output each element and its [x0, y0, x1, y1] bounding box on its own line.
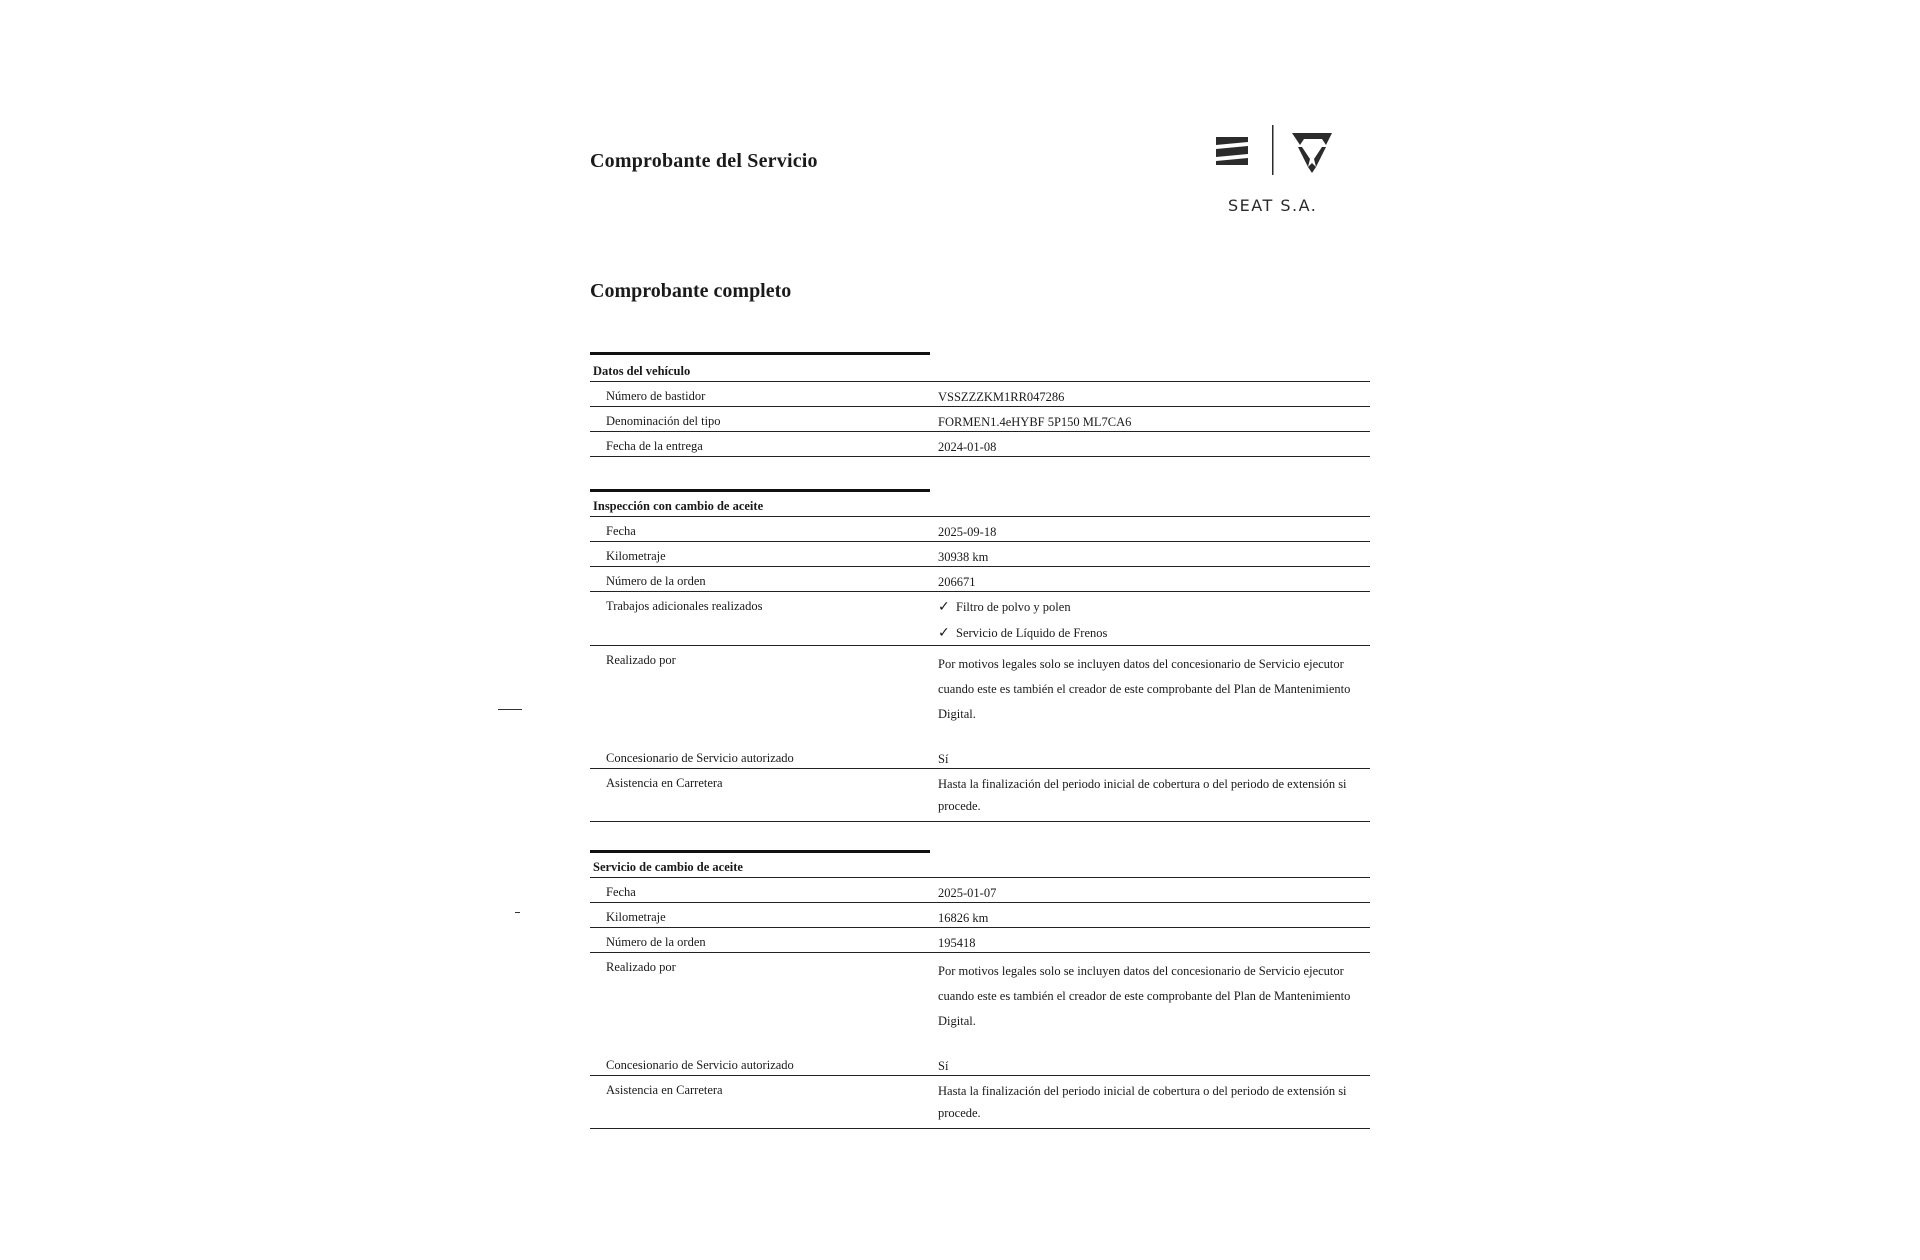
row-label: Asistencia en Carretera: [606, 1083, 723, 1097]
table-row: [590, 744, 1370, 769]
row-value: FORMEN1.4eHYBF 5P150 ML7CA6: [938, 415, 1132, 429]
row-value: Sí: [938, 752, 949, 766]
table-row: [590, 517, 1370, 542]
table-row: [590, 592, 1370, 646]
row-label: Fecha: [606, 885, 636, 899]
table-row: [590, 567, 1370, 592]
row-label: Realizado por: [606, 960, 676, 974]
row-value: 206671: [938, 575, 976, 589]
row-label: Asistencia en Carretera: [606, 776, 723, 790]
check-item: [938, 620, 1370, 646]
row-label: Fecha de la entrega: [606, 439, 703, 453]
row-label: Kilometraje: [606, 910, 666, 924]
row-value: 30938 km: [938, 550, 989, 564]
section-heading: Datos del vehículo: [590, 355, 1370, 382]
row-label: Número de bastidor: [606, 389, 706, 403]
row-value: 2025-09-18: [938, 525, 997, 539]
check-item-label: Filtro de polvo y polen: [956, 600, 1071, 614]
row-label: Denominación del tipo: [606, 414, 721, 428]
row-value: 16826 km: [938, 911, 989, 925]
margin-mark: [498, 709, 522, 710]
row-label: Trabajos adicionales realizados: [606, 599, 763, 613]
table-row: [590, 1051, 1370, 1076]
table-row: [590, 953, 1370, 1051]
checkmark-icon: ✓: [938, 599, 950, 615]
vehicle-section: [590, 352, 1370, 457]
row-label: Kilometraje: [606, 549, 666, 563]
table-row: [590, 407, 1370, 432]
row-value: VSSZZZKM1RR047286: [938, 390, 1065, 404]
row-value: Por motivos legales solo se incluyen datos del concesionario de Servicio ejecutor cuando este es también el creador de este comprobante del Plan de Mantenimiento Digital.: [938, 964, 1351, 1028]
row-value: Hasta la finalización del periodo inicial de cobertura o del periodo de extensión si procede.: [938, 777, 1347, 813]
row-label: Concesionario de Servicio autorizado: [606, 1058, 794, 1072]
table-row: [590, 646, 1370, 744]
checkmark-icon: ✓: [938, 625, 950, 641]
section-heading: Inspección con cambio de aceite: [590, 492, 1370, 517]
row-label: Fecha: [606, 524, 636, 538]
section-heading: Servicio de cambio de aceite: [590, 853, 1370, 878]
table-row: [590, 878, 1370, 903]
row-label: Número de la orden: [606, 935, 706, 949]
row-label: Número de la orden: [606, 574, 706, 588]
row-label: Concesionario de Servicio autorizado: [606, 751, 794, 765]
check-item: [938, 594, 1370, 620]
table-row: [590, 542, 1370, 567]
inspection-section: [590, 489, 1370, 822]
margin-mark: [515, 912, 520, 913]
table-row: [590, 769, 1370, 822]
row-label: Realizado por: [606, 653, 676, 667]
table-row: [590, 382, 1370, 407]
oil-service-section: [590, 850, 1370, 1129]
row-value: Sí: [938, 1059, 949, 1073]
table-row: [590, 928, 1370, 953]
table-row: [590, 432, 1370, 457]
document-subtitle: Comprobante completo: [590, 280, 792, 302]
row-value: Por motivos legales solo se incluyen datos del concesionario de Servicio ejecutor cuando este es también el creador de este comprobante del Plan de Mantenimiento Digital.: [938, 657, 1351, 721]
document-title: Comprobante del Servicio: [590, 150, 818, 172]
row-value: Hasta la finalización del periodo inicial de cobertura o del periodo de extensión si procede.: [938, 1084, 1347, 1120]
table-row: [590, 1076, 1370, 1129]
row-value: [938, 592, 1370, 645]
row-value: 195418: [938, 936, 976, 950]
brand-name: SEAT S.A.: [1228, 196, 1318, 215]
check-item-label: Servicio de Líquido de Frenos: [956, 626, 1108, 640]
table-row: [590, 903, 1370, 928]
row-value: 2024-01-08: [938, 440, 997, 454]
row-value: 2025-01-07: [938, 886, 997, 900]
